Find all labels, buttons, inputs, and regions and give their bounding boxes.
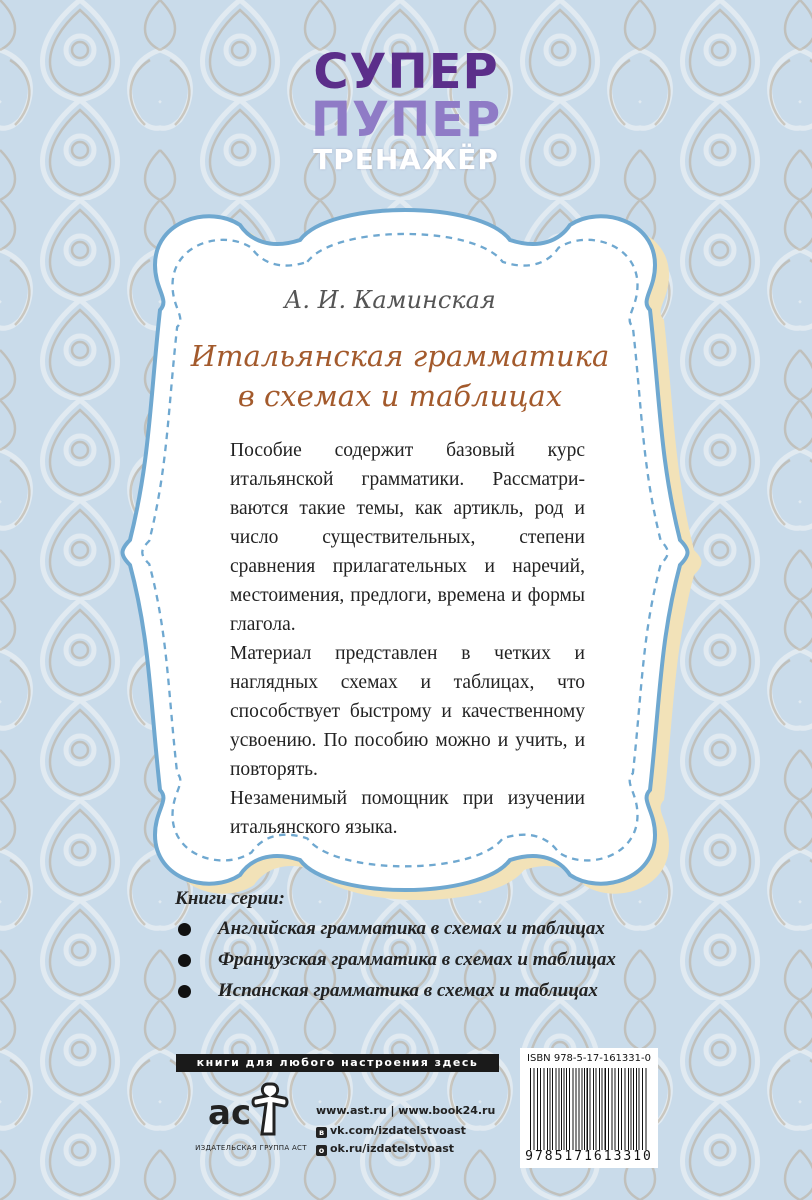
barcode-icon [528,1068,650,1150]
svg-text:ac: ac [208,1093,252,1133]
barcode-bar [599,1068,600,1150]
series-books-heading: Книги серии: [175,888,285,909]
book-title [180,336,620,416]
bullet-icon [178,954,191,967]
barcode-bar [642,1068,643,1150]
barcode-bar [621,1068,622,1150]
barcode-bar [534,1068,535,1150]
ast-logo-icon [206,1076,306,1140]
list-item [178,949,616,980]
barcode-bar [628,1068,629,1150]
barcode-bar [576,1068,577,1150]
slogan-banner: книги для любого настроения здесь [176,1054,499,1072]
barcode-bar [566,1068,567,1150]
barcode-bar [615,1068,616,1150]
vk-icon: в [316,1127,327,1138]
author-name: А. И. Каминская [284,286,496,314]
publisher-websites[interactable]: www.ast.ru | www.book24.ru [316,1104,496,1117]
series-book-title: Французская грамматика в схемах и таблицах [218,949,616,970]
barcode-bar [559,1068,560,1150]
barcode-bar [530,1068,531,1150]
barcode-bar [596,1068,597,1150]
ok-icon: о [316,1145,327,1156]
barcode-bar [590,1068,591,1150]
barcode-bar [584,1068,585,1150]
barcode-bar [602,1068,603,1150]
barcode-bar [618,1068,619,1150]
barcode-bar [550,1068,551,1150]
barcode-bar [612,1068,613,1150]
bullet-icon [178,923,191,936]
barcode-block [520,1048,658,1168]
barcode-bar [547,1068,548,1150]
barcode-bar [556,1068,557,1150]
series-books-list [178,918,616,1011]
barcode-digits: 9785171613310 [525,1149,653,1164]
description-paragraph: Материал представлен в четких и наглядных схемах и таблицах, что способствует быстрому и качественному усвоению. По пособию можно и учить, и повторять. [230,643,585,780]
book-description [230,436,585,842]
barcode-bar [605,1068,607,1150]
description-paragraph: Незаменимый помощник при изучении итальянского языка. [230,788,585,838]
barcode-bar [625,1068,626,1150]
series-book-title: Английская грамматика в схемах и таблицах [218,918,605,939]
isbn-number: ISBN 978-5-17-161331-0 [527,1053,651,1064]
series-logo-puper: ПУПЕР [310,92,502,148]
barcode-bar [552,1068,553,1150]
list-item [178,918,616,949]
barcode-bar [561,1068,562,1150]
barcode-bar [608,1068,609,1150]
barcode-bar [646,1068,647,1150]
barcode-bar [631,1068,632,1150]
vk-link[interactable]: в vk.com/izdatelstvoast [316,1124,466,1138]
barcode-bar [582,1068,583,1150]
barcode-bar [639,1068,640,1150]
ok-link[interactable]: о ok.ru/izdatelstvoast [316,1142,454,1156]
bullet-icon [178,985,191,998]
barcode-bar [564,1068,565,1150]
barcode-bar [587,1068,589,1150]
barcode-bar [633,1068,634,1150]
barcode-bar [540,1068,541,1150]
barcode-bar [569,1068,570,1150]
series-logo-trenazher: ТРЕНАЖЁР [313,143,499,176]
description-paragraph: Пособие содержит базовый курс итальянской грамматики. Рассматриваются такие темы, как артикль, род и число существительных, степени сравнения прилагательных и наречий, местоимения, предлоги, времена и формы глагола. [230,440,585,635]
barcode-bar [593,1068,594,1150]
barcode-bar [636,1068,637,1150]
barcode-bar [579,1068,580,1150]
book-title-line-1: Итальянская грамматика [190,339,610,373]
barcode-bar [573,1068,574,1150]
series-book-title: Испанская грамматика в схемах и таблицах [218,980,598,1001]
list-item [178,980,616,1011]
publisher-name: ИЗДАТЕЛЬСКАЯ ГРУППА АСТ [195,1144,307,1152]
book-title-line-2: в схемах и таблицах [237,379,563,413]
barcode-bar [537,1068,538,1150]
barcode-bar [544,1068,545,1150]
series-logo-super: СУПЕР [313,44,499,100]
